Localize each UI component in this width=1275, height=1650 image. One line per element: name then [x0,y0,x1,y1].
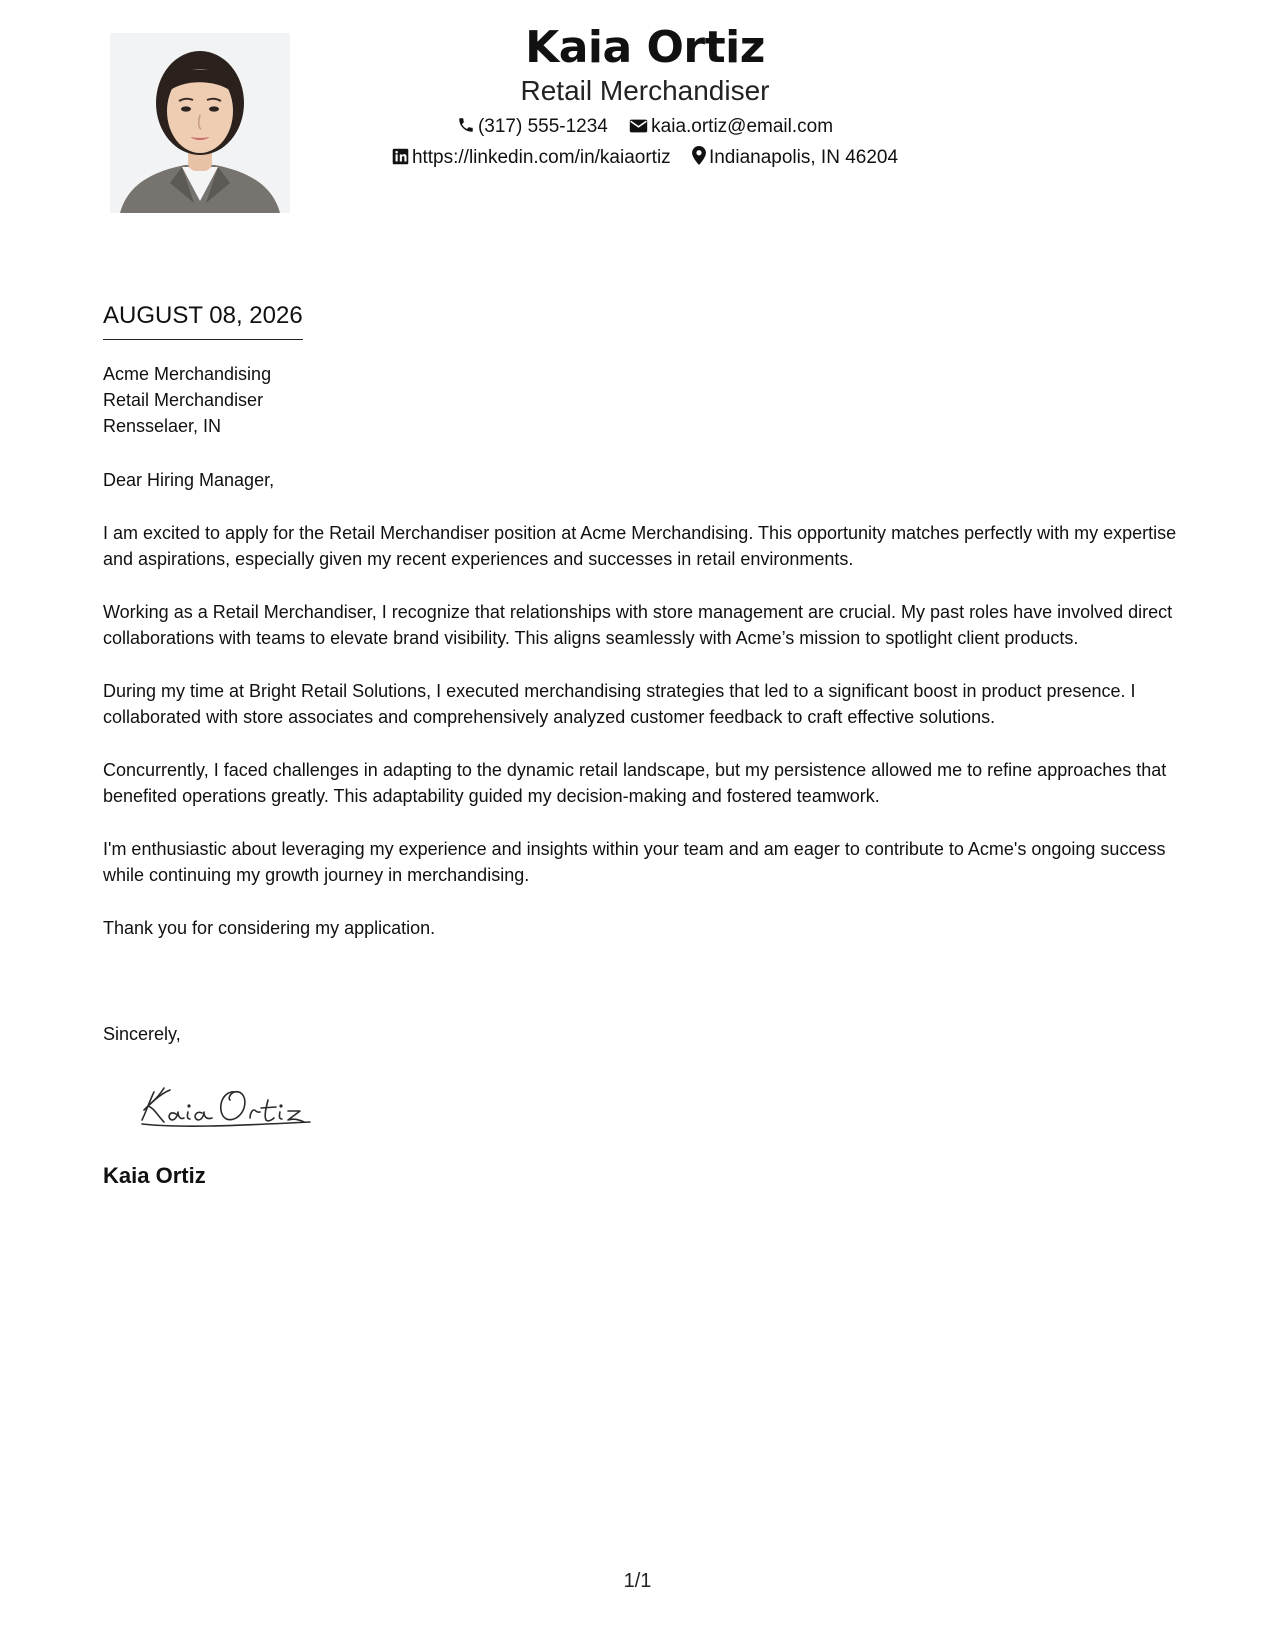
linkedin-url: https://linkedin.com/in/kaiaortiz [411,147,671,168]
linkedin-contact[interactable] [392,146,671,170]
phone-number: (317) 555-1234 [477,116,608,137]
email-contact[interactable] [629,115,833,139]
phone-icon [457,116,475,134]
closing-text: Sincerely, [103,1024,181,1044]
recipient-location: Rensselaer, IN [103,416,222,436]
resume-header [330,22,960,170]
signed-name: Kaia Ortiz [103,1163,206,1188]
contact-row-primary [330,115,960,139]
body-paragraph: I am excited to apply for the Retail Merchandiser position at Acme Merchandising. This opportunity matches perfectly with my expertise and aspirations, especially given my recent experiences and successes in retail environments. [103,523,1177,569]
applicant-name: Kaia Ortiz [525,22,765,73]
body-paragraph: Concurrently, I faced challenges in adapting to the dynamic retail landscape, but my persistence allowed me to refine approaches that benefited operations greatly. This adaptability guided my decision-making and fostered teamwork. [103,760,1167,806]
location-contact [692,146,898,170]
page-number: 1/1 [623,1570,652,1592]
recipient-block [103,361,271,439]
contact-row-secondary [330,146,960,170]
profile-photo [110,33,290,213]
location-text: Indianapolis, IN 46204 [708,147,899,168]
handwritten-signature [140,1080,330,1130]
body-paragraph: Thank you for considering my application. [103,918,436,938]
recipient-company: Acme Merchandising [103,364,272,384]
applicant-title: Retail Merchandiser [520,75,770,106]
envelope-icon [629,118,648,134]
letter-date: AUGUST 08, 2026 [103,302,303,340]
letter-body [103,467,1178,968]
body-paragraph: During my time at Bright Retail Solutions, I executed merchandising strategies that led to a significant boost in product presence. I collaborated with store associates and comprehensively analyzed customer feedback to craft effective solutions. [103,681,1136,727]
salutation: Dear Hiring Manager, [103,470,275,490]
body-paragraph: I'm enthusiastic about leveraging my experience and insights within your team and am eager to contribute to Acme's ongoing success while continuing my growth journey in merchandising. [103,839,1166,885]
map-pin-icon [692,146,706,165]
phone-contact[interactable] [457,115,608,139]
recipient-position: Retail Merchandiser [103,390,264,410]
email-address: kaia.ortiz@email.com [651,116,834,137]
body-paragraph: Working as a Retail Merchandiser, I recognize that relationships with store management are crucial. My past roles have involved direct collaborations with teams to elevate brand visibility. This aligns seamlessly with Acme’s mission to spotlight client products. [103,602,1173,648]
linkedin-icon [392,148,409,165]
